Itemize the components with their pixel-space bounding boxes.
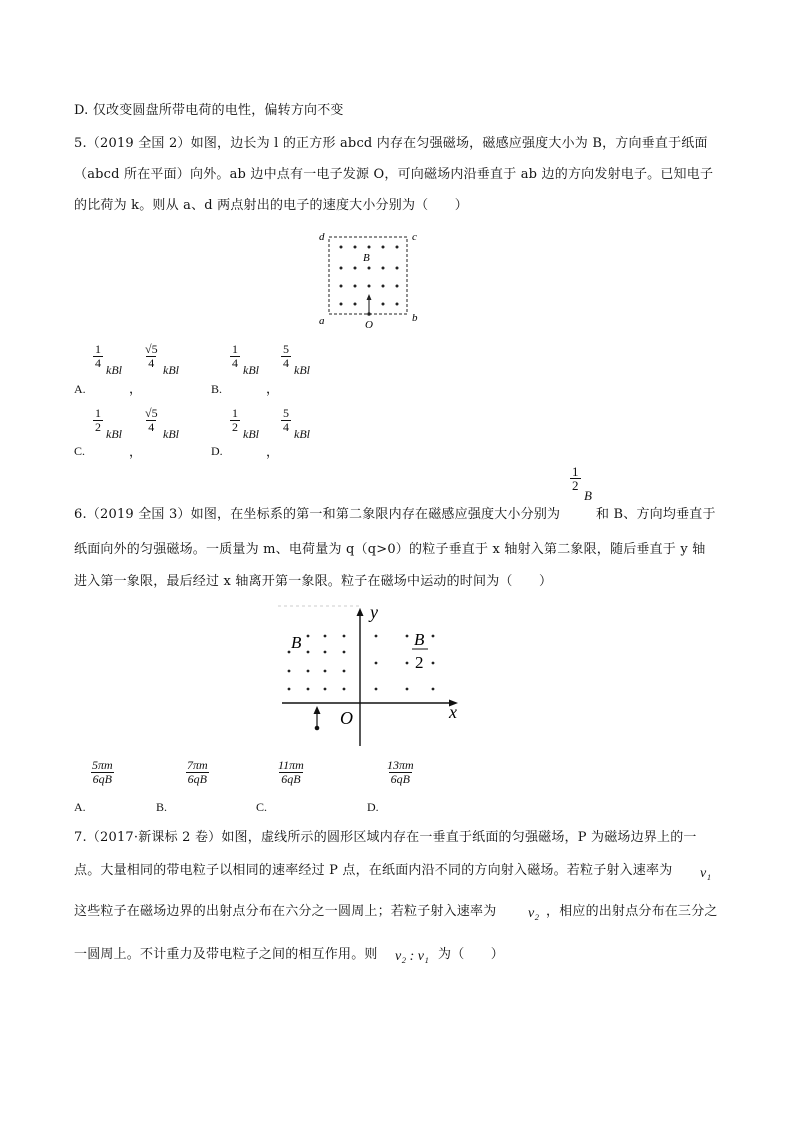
q5-text-line-2: （abcd 所在平面）向外。ab 边中点有一电子发源 O，可向磁场内沿垂直于 ab 边的方向发射电子。已知电子 <box>74 167 714 182</box>
q5-square-field-diagram <box>310 228 430 332</box>
q5-label-o: O <box>365 319 373 331</box>
q6-option-b-letter: B. <box>156 800 168 814</box>
q6-text-line-3: 进入第一象限，最后经过 x 轴离开第一象限。粒子在磁场中运动的时间为（ ） <box>74 574 553 589</box>
q6-label-b-left: B <box>291 633 302 652</box>
q7-text-line-1: 7.（2017·新课标 2 卷）如图，虚线所示的圆形区域内存在一垂直于纸面的匀强磁场，P 为磁场边界上的一 <box>74 830 697 845</box>
q5-text-line-1: 5.（2019 全国 2）如图，边长为 l 的正方形 abcd 内存在匀强磁场，磁感应强度大小为 B，方向垂直于纸面 <box>74 136 708 151</box>
q5-c-comma: ， <box>129 444 143 459</box>
q5-a-var1: kBl <box>106 363 122 377</box>
q6-half-b-var: B <box>584 488 592 503</box>
q6-c-frac: $\frac{11\pi m}{6qB}$ <box>278 757 304 786</box>
q5-d-var1: kBl <box>243 427 259 441</box>
q5-d-comma: ， <box>266 444 280 459</box>
q5-d-frac1: $\frac{1}{2}$ <box>232 405 238 434</box>
q5-c-frac1: $\frac{1}{2}$ <box>95 405 101 434</box>
q7-v2-inline: v₂ <box>528 906 540 921</box>
q6-d-frac: $\frac{13\pi m}{6qB}$ <box>387 757 414 786</box>
q6-label-b-right-num: B <box>414 630 425 649</box>
q6-text-line-1b: 和 B、方向均垂直于 <box>596 507 716 522</box>
q6-label-o: O <box>340 708 353 728</box>
q5-b-comma: ， <box>266 381 280 396</box>
q5-b-frac1: $\frac{1}{4}$ <box>232 341 238 370</box>
q5-label-b-field: B <box>363 252 370 264</box>
q6-label-y: y <box>370 602 378 622</box>
q5-d-var2: kBl <box>294 427 310 441</box>
q5-label-c: c <box>412 231 417 243</box>
q6-text-line-1a: 6.（2019 全国 3）如图，在坐标系的第一和第二象限内存在磁感应强度大小分别为 <box>74 507 561 522</box>
q5-option-a-letter: A. <box>74 382 86 396</box>
q7-text-line-3a: 这些粒子在磁场边界的出射点分布在六分之一圆周上；若粒子射入速率为 <box>74 904 497 919</box>
q5-d-frac2: $\frac{5}{4}$ <box>283 405 289 434</box>
q5-a-frac1: $\frac{1}{4}$ <box>95 341 101 370</box>
q6-label-x: x <box>449 702 457 722</box>
q6-option-c-letter: C. <box>256 800 268 814</box>
q6-half-frac: $\frac{1}{2}$ <box>572 463 579 493</box>
q5-label-a: a <box>319 315 325 327</box>
q5-a-comma: ， <box>129 381 143 396</box>
q7-text-line-4b: 为（ ） <box>438 947 505 962</box>
q5-c-var1: kBl <box>106 427 122 441</box>
q5-option-b-letter: B. <box>211 382 223 396</box>
q7-text-line-2: 点。大量相同的带电粒子以相同的速率经过 P 点，在纸面内沿不同的方向射入磁场。若粒子射入速率为 <box>74 863 673 878</box>
q5-b-frac2: $\frac{5}{4}$ <box>283 341 289 370</box>
q5-text-line-3: 的比荷为 k。则从 a、d 两点射出的电子的速度大小分别为（ ） <box>74 198 468 213</box>
q5-b-var1: kBl <box>243 363 259 377</box>
q7-ratio: v₂ : v₁ <box>395 949 429 964</box>
q5-option-c-letter: C. <box>74 444 86 458</box>
q6-b-frac: $\frac{7\pi m}{6qB}$ <box>187 757 208 786</box>
q5-option-d-letter: D. <box>211 444 223 458</box>
q7-text-line-3b: ，相应的出射点分布在三分之 <box>546 904 718 919</box>
q6-a-frac: $\frac{5\pi m}{6qB}$ <box>92 757 113 786</box>
q7-text-line-4a: 一圆周上。不计重力及带电粒子之间的相互作用。则 <box>74 947 378 962</box>
q5-b-var2: kBl <box>294 363 310 377</box>
q6-coordinate-field-diagram <box>276 602 472 750</box>
q5-a-frac2: $\frac{√5}{4}$ <box>145 341 158 370</box>
q6-label-b-right-den: 2 <box>415 653 424 672</box>
q5-c-frac2: $\frac{√5}{4}$ <box>145 405 158 434</box>
q6-text-line-2: 纸面向外的匀强磁场。一质量为 m、电荷量为 q（q>0）的粒子垂直于 x 轴射入第二象限，随后垂直于 y 轴 <box>74 542 706 557</box>
q5-label-d: d <box>319 231 325 243</box>
q6-option-a-letter: A. <box>74 800 86 814</box>
q5-label-b: b <box>412 312 418 324</box>
q5-a-var2: kBl <box>163 363 179 377</box>
q6-option-d-letter: D. <box>367 800 379 814</box>
q5-c-var2: kBl <box>163 427 179 441</box>
q7-v1-inline: v₁ <box>700 866 712 881</box>
q4-option-d: D. 仅改变圆盘所带电荷的电性，偏转方向不变 <box>74 103 344 118</box>
